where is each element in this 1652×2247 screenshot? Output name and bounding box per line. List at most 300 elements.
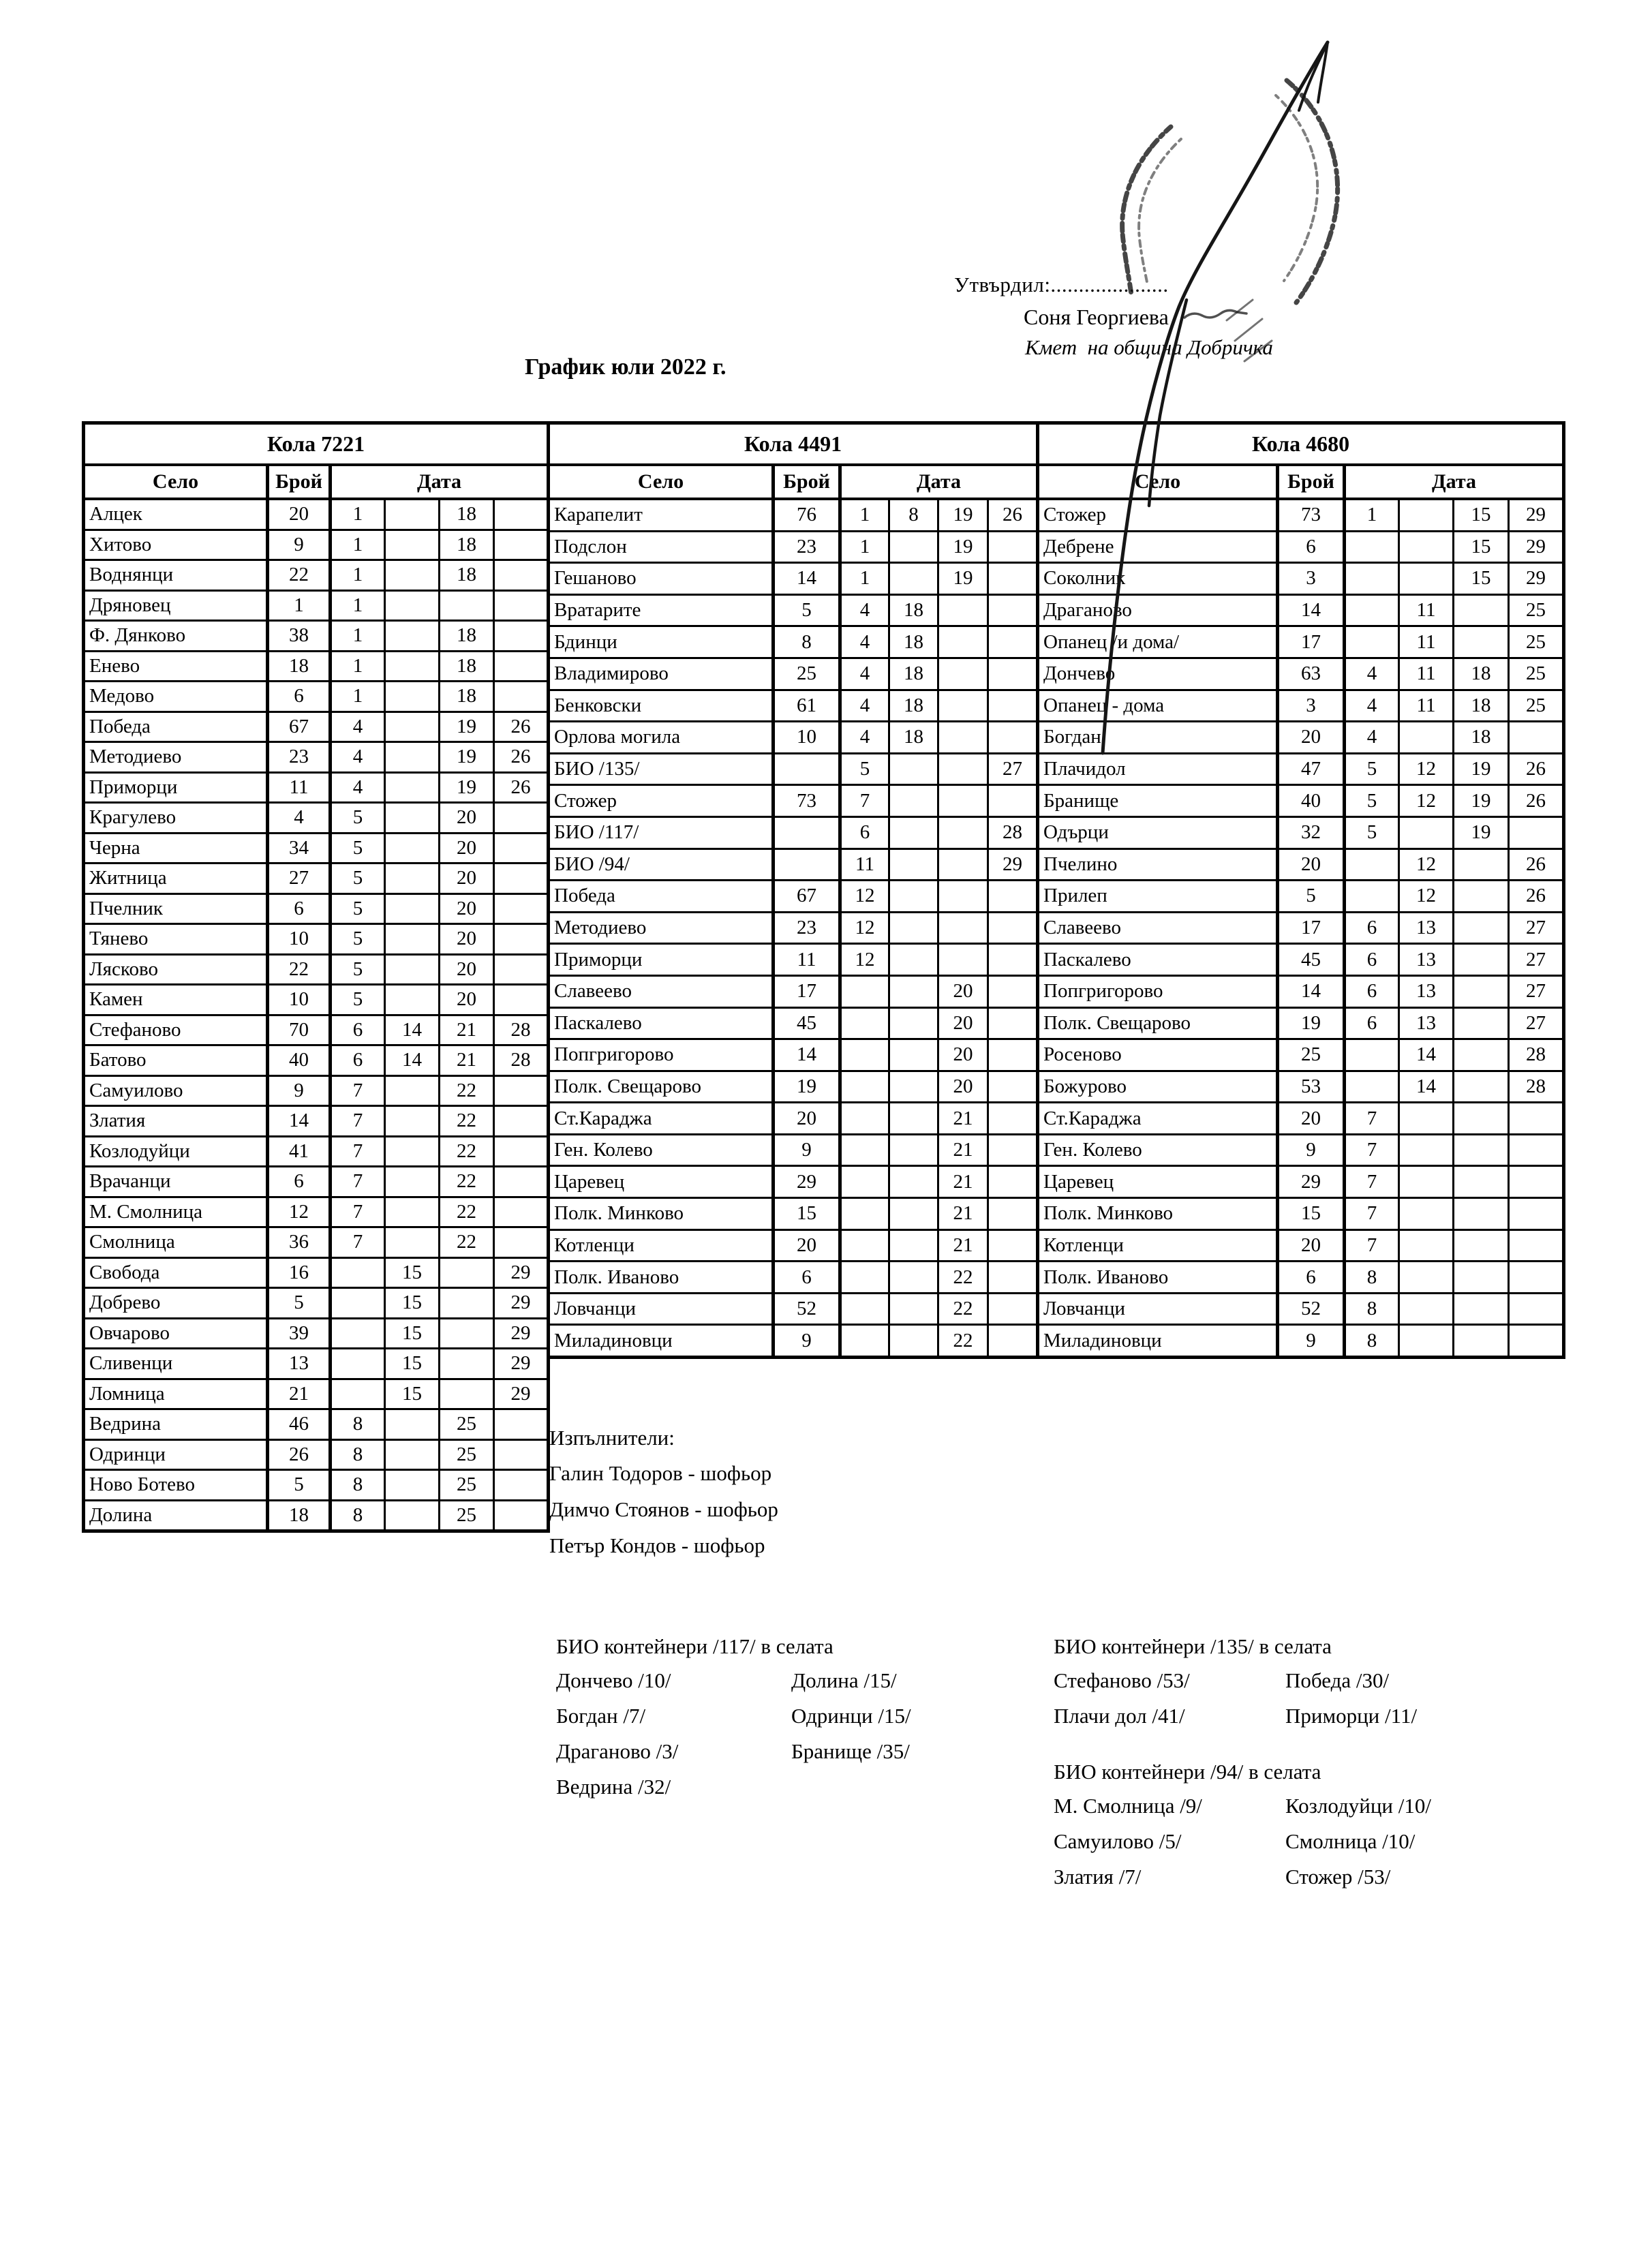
village-cell: Ловчанци <box>549 1293 774 1325</box>
date-cell: 14 <box>1399 1071 1454 1103</box>
date-cell <box>494 893 549 924</box>
date-cell: 26 <box>988 499 1038 531</box>
date-cell <box>889 849 938 881</box>
bio-section-94 <box>1054 1760 1517 1900</box>
village-cell: Житница <box>84 863 268 894</box>
bio-heading: БИО контейнери /135/ в селата <box>1054 1634 1332 1658</box>
date-cell <box>494 651 549 682</box>
date-cell <box>1399 531 1454 563</box>
count-cell: 6 <box>774 1262 840 1294</box>
date-cell: 7 <box>1345 1166 1399 1198</box>
count-cell: 6 <box>268 682 331 712</box>
table-row <box>84 803 549 834</box>
date-cell: 6 <box>1345 912 1399 944</box>
count-cell: 27 <box>268 863 331 894</box>
count-cell: 3 <box>1278 690 1345 722</box>
table-row <box>549 975 1038 1007</box>
table-row <box>1038 975 1564 1007</box>
stamp-arc-right-icon <box>1287 80 1338 303</box>
table-row <box>549 1134 1038 1166</box>
date-cell: 26 <box>494 742 549 773</box>
date-cell <box>440 1257 494 1288</box>
date-cell <box>840 1103 889 1135</box>
count-cell: 5 <box>268 1470 331 1501</box>
village-cell: Пчелино <box>1038 849 1278 881</box>
date-cell <box>1454 881 1509 913</box>
date-cell <box>385 621 440 652</box>
village-cell: Енево <box>84 651 268 682</box>
date-cell: 19 <box>938 499 988 531</box>
table-row <box>549 722 1038 754</box>
date-cell: 14 <box>1399 1039 1454 1071</box>
date-cell <box>1509 1325 1564 1358</box>
date-cell <box>1345 849 1399 881</box>
table-row <box>84 1288 549 1319</box>
date-cell: 20 <box>440 924 494 955</box>
date-cell: 15 <box>385 1349 440 1379</box>
date-cell <box>988 1229 1038 1262</box>
village-cell: Плачидол <box>1038 753 1278 785</box>
date-cell: 13 <box>1399 912 1454 944</box>
village-cell: Опанец - дома <box>1038 690 1278 722</box>
date-cell <box>494 1500 549 1531</box>
date-cell <box>938 594 988 626</box>
date-cell: 7 <box>1345 1229 1399 1262</box>
date-cell <box>494 1136 549 1167</box>
count-cell: 4 <box>268 803 331 834</box>
date-cell <box>938 881 988 913</box>
date-cell <box>385 1106 440 1137</box>
village-cell: Опанец /и дома/ <box>1038 626 1278 658</box>
bio-item: Драганово /3/ <box>556 1739 679 1763</box>
village-cell: Самуилово <box>84 1075 268 1106</box>
village-cell: Славеево <box>549 975 774 1007</box>
date-cell: 18 <box>889 594 938 626</box>
date-cell <box>494 954 549 985</box>
date-cell <box>1454 975 1509 1007</box>
count-cell: 73 <box>774 785 840 817</box>
date-cell <box>988 785 1038 817</box>
date-cell <box>889 816 938 849</box>
table-row <box>549 944 1038 976</box>
date-cell <box>494 1409 549 1440</box>
date-cell <box>889 1134 938 1166</box>
date-cell <box>1454 1071 1509 1103</box>
village-cell: Дончево <box>1038 658 1278 690</box>
date-cell: 5 <box>331 954 385 985</box>
table-row <box>1038 1039 1564 1071</box>
count-cell: 14 <box>774 1039 840 1071</box>
col-header-count: Брой <box>774 465 840 499</box>
village-cell: Приморци <box>549 944 774 976</box>
col-header-village: Село <box>84 465 268 499</box>
date-cell <box>889 1007 938 1039</box>
village-cell: Камен <box>84 985 268 1015</box>
count-cell: 29 <box>1278 1166 1345 1198</box>
date-cell: 18 <box>440 682 494 712</box>
table-row <box>1038 785 1564 817</box>
date-cell: 6 <box>840 816 889 849</box>
date-cell: 12 <box>840 912 889 944</box>
village-cell: Полк. Свещарово <box>549 1071 774 1103</box>
date-cell: 29 <box>494 1379 549 1409</box>
date-cell <box>938 753 988 785</box>
date-cell <box>494 833 549 863</box>
village-cell: Победа <box>549 881 774 913</box>
date-cell: 25 <box>440 1439 494 1470</box>
date-cell <box>889 1325 938 1358</box>
date-cell <box>1454 944 1509 976</box>
table-row <box>1038 1229 1564 1262</box>
date-cell: 4 <box>840 722 889 754</box>
count-cell: 46 <box>268 1409 331 1440</box>
date-cell <box>331 1257 385 1288</box>
table-row <box>84 1379 549 1409</box>
village-cell: Бенковски <box>549 690 774 722</box>
village-cell: Миладиновци <box>1038 1325 1278 1358</box>
date-cell: 29 <box>1509 563 1564 595</box>
date-cell <box>889 753 938 785</box>
date-cell: 1 <box>331 682 385 712</box>
village-cell: Карапелит <box>549 499 774 531</box>
count-cell: 14 <box>268 1106 331 1137</box>
date-cell <box>494 863 549 894</box>
date-cell: 20 <box>938 975 988 1007</box>
date-cell: 12 <box>840 881 889 913</box>
date-cell: 28 <box>988 816 1038 849</box>
date-cell: 27 <box>988 753 1038 785</box>
village-cell: Приморци <box>84 772 268 803</box>
date-cell <box>385 924 440 955</box>
count-cell: 36 <box>268 1227 331 1258</box>
table-body <box>84 499 549 1531</box>
schedule-table-car-4680 <box>1036 421 1562 1359</box>
date-cell <box>385 1409 440 1440</box>
count-cell: 8 <box>774 626 840 658</box>
date-cell: 26 <box>1509 785 1564 817</box>
table-row <box>84 590 549 621</box>
executors-heading: Изпълнители: <box>549 1426 675 1450</box>
date-cell <box>385 1075 440 1106</box>
village-cell: Долина <box>84 1500 268 1531</box>
count-cell: 20 <box>1278 722 1345 754</box>
count-cell: 38 <box>268 621 331 652</box>
village-cell: Владимирово <box>549 658 774 690</box>
date-cell <box>988 1103 1038 1135</box>
table-row <box>84 712 549 742</box>
date-cell <box>1345 626 1399 658</box>
table-row <box>549 816 1038 849</box>
date-cell <box>1399 1134 1454 1166</box>
date-cell: 20 <box>938 1039 988 1071</box>
date-cell: 19 <box>440 772 494 803</box>
date-cell: 7 <box>1345 1134 1399 1166</box>
count-cell: 76 <box>774 499 840 531</box>
date-cell: 18 <box>1454 722 1509 754</box>
date-cell: 19 <box>440 742 494 773</box>
date-cell: 21 <box>938 1198 988 1230</box>
date-cell: 11 <box>1399 626 1454 658</box>
date-cell <box>1509 1198 1564 1230</box>
table-row <box>1038 690 1564 722</box>
date-cell <box>889 944 938 976</box>
village-cell: Козлодуйци <box>84 1136 268 1167</box>
date-cell <box>494 803 549 834</box>
date-cell: 7 <box>1345 1198 1399 1230</box>
village-cell: Гешаново <box>549 563 774 595</box>
table-row <box>549 690 1038 722</box>
table-row <box>84 1136 549 1167</box>
count-cell: 25 <box>1278 1039 1345 1071</box>
date-cell <box>331 1288 385 1319</box>
date-cell <box>889 1293 938 1325</box>
car-title: Кола 7221 <box>84 423 549 465</box>
date-cell <box>494 1106 549 1137</box>
date-cell: 1 <box>331 590 385 621</box>
date-cell <box>494 924 549 955</box>
date-cell: 19 <box>938 531 988 563</box>
date-cell: 15 <box>385 1379 440 1409</box>
village-cell: Царевец <box>549 1166 774 1198</box>
date-cell: 4 <box>1345 658 1399 690</box>
count-cell: 10 <box>268 985 331 1015</box>
count-cell <box>774 849 840 881</box>
village-cell: Полк. Свещарово <box>1038 1007 1278 1039</box>
count-cell: 20 <box>1278 1103 1345 1135</box>
table-row <box>84 1167 549 1197</box>
village-cell: Попгригорово <box>1038 975 1278 1007</box>
village-cell: Дряновец <box>84 590 268 621</box>
table-row <box>549 753 1038 785</box>
village-cell: Богдан <box>1038 722 1278 754</box>
table-row <box>1038 1166 1564 1198</box>
count-cell: 6 <box>268 893 331 924</box>
date-cell <box>440 1318 494 1349</box>
count-cell: 18 <box>268 1500 331 1531</box>
date-cell <box>988 658 1038 690</box>
stamp-arc-left-inner-icon <box>1139 139 1181 282</box>
count-cell: 1 <box>268 590 331 621</box>
table-row <box>549 499 1038 531</box>
village-cell: Попгригорово <box>549 1039 774 1071</box>
village-cell: Стожер <box>549 785 774 817</box>
date-cell <box>988 1262 1038 1294</box>
table-row <box>84 1439 549 1470</box>
date-cell: 27 <box>1509 975 1564 1007</box>
table-row <box>549 912 1038 944</box>
village-cell: Одринци <box>84 1439 268 1470</box>
date-cell: 19 <box>440 712 494 742</box>
date-cell <box>385 590 440 621</box>
signature-hook-icon <box>1299 42 1328 110</box>
date-cell: 15 <box>385 1257 440 1288</box>
executors-section <box>549 1426 778 1570</box>
village-cell: Орлова могила <box>549 722 774 754</box>
count-cell: 14 <box>1278 975 1345 1007</box>
table-row <box>84 530 549 560</box>
date-cell <box>938 658 988 690</box>
date-cell <box>938 722 988 754</box>
date-cell <box>1454 1262 1509 1294</box>
village-cell: М. Смолница <box>84 1197 268 1227</box>
village-cell: Лясково <box>84 954 268 985</box>
village-cell: Ст.Караджа <box>549 1103 774 1135</box>
table-row <box>84 985 549 1015</box>
date-cell <box>385 1136 440 1167</box>
col-header-date: Дата <box>331 465 549 499</box>
table-row <box>84 1015 549 1045</box>
date-cell <box>385 1500 440 1531</box>
date-cell <box>494 1227 549 1258</box>
date-cell: 12 <box>1399 849 1454 881</box>
table-row <box>84 621 549 652</box>
table-row <box>84 772 549 803</box>
date-cell <box>385 499 440 530</box>
date-cell: 12 <box>1399 753 1454 785</box>
bio-item: Плачи дол /41/ <box>1054 1704 1185 1728</box>
date-cell <box>889 1262 938 1294</box>
count-cell: 13 <box>268 1349 331 1379</box>
table-row <box>84 742 549 773</box>
bio-item: Стожер /53/ <box>1285 1865 1391 1889</box>
count-cell: 20 <box>774 1103 840 1135</box>
date-cell: 4 <box>331 772 385 803</box>
date-cell <box>331 1349 385 1379</box>
village-cell: Ловчанци <box>1038 1293 1278 1325</box>
village-cell: Победа <box>84 712 268 742</box>
date-cell <box>494 985 549 1015</box>
date-cell <box>1345 531 1399 563</box>
village-cell: Паскалево <box>1038 944 1278 976</box>
date-cell: 5 <box>840 753 889 785</box>
date-cell: 4 <box>840 594 889 626</box>
count-cell: 39 <box>268 1318 331 1349</box>
date-cell: 12 <box>840 944 889 976</box>
date-cell: 26 <box>494 712 549 742</box>
village-cell: Хитово <box>84 530 268 560</box>
date-cell <box>385 742 440 773</box>
table-row <box>1038 944 1564 976</box>
date-cell: 18 <box>440 560 494 591</box>
count-cell: 29 <box>774 1166 840 1198</box>
date-cell <box>1509 1103 1564 1135</box>
count-cell: 5 <box>774 594 840 626</box>
table-row <box>84 1045 549 1076</box>
date-cell <box>440 1288 494 1319</box>
date-cell <box>494 560 549 591</box>
date-cell: 18 <box>889 722 938 754</box>
date-cell: 5 <box>331 863 385 894</box>
count-cell: 15 <box>1278 1198 1345 1230</box>
date-cell <box>889 1229 938 1262</box>
date-cell: 22 <box>938 1293 988 1325</box>
count-cell: 34 <box>268 833 331 863</box>
date-cell: 4 <box>1345 722 1399 754</box>
date-cell <box>840 1134 889 1166</box>
date-cell <box>494 621 549 652</box>
bio-column-left <box>556 1668 791 1810</box>
village-cell: Царевец <box>1038 1166 1278 1198</box>
date-cell: 22 <box>440 1136 494 1167</box>
date-cell <box>988 1198 1038 1230</box>
village-cell: Полк. Иваново <box>1038 1262 1278 1294</box>
date-cell <box>385 682 440 712</box>
date-cell <box>840 1039 889 1071</box>
count-cell: 10 <box>774 722 840 754</box>
date-cell <box>938 816 988 849</box>
bio-item: Приморци /11/ <box>1285 1704 1418 1728</box>
date-cell <box>889 1071 938 1103</box>
date-cell <box>385 803 440 834</box>
date-cell <box>494 1167 549 1197</box>
executor-item: Петър Кондов - шофьор <box>549 1533 765 1557</box>
date-cell: 15 <box>1454 563 1509 595</box>
date-cell: 22 <box>440 1106 494 1137</box>
village-cell: Бдинци <box>549 626 774 658</box>
table-row <box>84 833 549 863</box>
count-cell: 9 <box>1278 1134 1345 1166</box>
executor-item: Димчо Стоянов - шофьор <box>549 1497 778 1521</box>
executor-item: Галин Тодоров - шофьор <box>549 1461 772 1485</box>
date-cell: 1 <box>331 560 385 591</box>
table-row <box>1038 626 1564 658</box>
date-cell <box>1509 1262 1564 1294</box>
date-cell: 8 <box>331 1409 385 1440</box>
date-cell: 29 <box>988 849 1038 881</box>
date-cell <box>494 1470 549 1501</box>
count-cell: 9 <box>268 530 331 560</box>
date-cell: 14 <box>385 1045 440 1076</box>
table-body <box>549 499 1038 1358</box>
table-header <box>549 423 1038 500</box>
count-cell: 73 <box>1278 499 1345 531</box>
table-row <box>1038 1293 1564 1325</box>
bio-section-135 <box>1054 1634 1517 1739</box>
date-cell <box>440 1349 494 1379</box>
date-cell <box>988 1293 1038 1325</box>
table-row <box>84 893 549 924</box>
village-cell: Прилеп <box>1038 881 1278 913</box>
date-cell: 26 <box>1509 753 1564 785</box>
date-cell <box>385 893 440 924</box>
village-cell: БИО /135/ <box>549 753 774 785</box>
date-cell: 18 <box>1454 690 1509 722</box>
table-row <box>84 1197 549 1227</box>
date-cell: 29 <box>1509 531 1564 563</box>
village-cell: Паскалево <box>549 1007 774 1039</box>
date-cell: 21 <box>938 1229 988 1262</box>
date-cell: 28 <box>1509 1071 1564 1103</box>
date-cell <box>494 530 549 560</box>
bio-column-right <box>1285 1794 1517 1900</box>
col-header-count: Брой <box>1278 465 1345 499</box>
date-cell: 13 <box>1399 1007 1454 1039</box>
date-cell <box>840 1071 889 1103</box>
date-cell <box>494 682 549 712</box>
date-cell: 15 <box>385 1318 440 1349</box>
table-row <box>84 651 549 682</box>
count-cell: 23 <box>268 742 331 773</box>
date-cell <box>938 690 988 722</box>
village-cell: Полк. Минково <box>1038 1198 1278 1230</box>
count-cell: 45 <box>774 1007 840 1039</box>
table-row <box>549 563 1038 595</box>
village-cell: Ломница <box>84 1379 268 1409</box>
village-cell: Полк. Минково <box>549 1198 774 1230</box>
date-cell <box>938 626 988 658</box>
date-cell <box>988 626 1038 658</box>
date-cell <box>385 530 440 560</box>
